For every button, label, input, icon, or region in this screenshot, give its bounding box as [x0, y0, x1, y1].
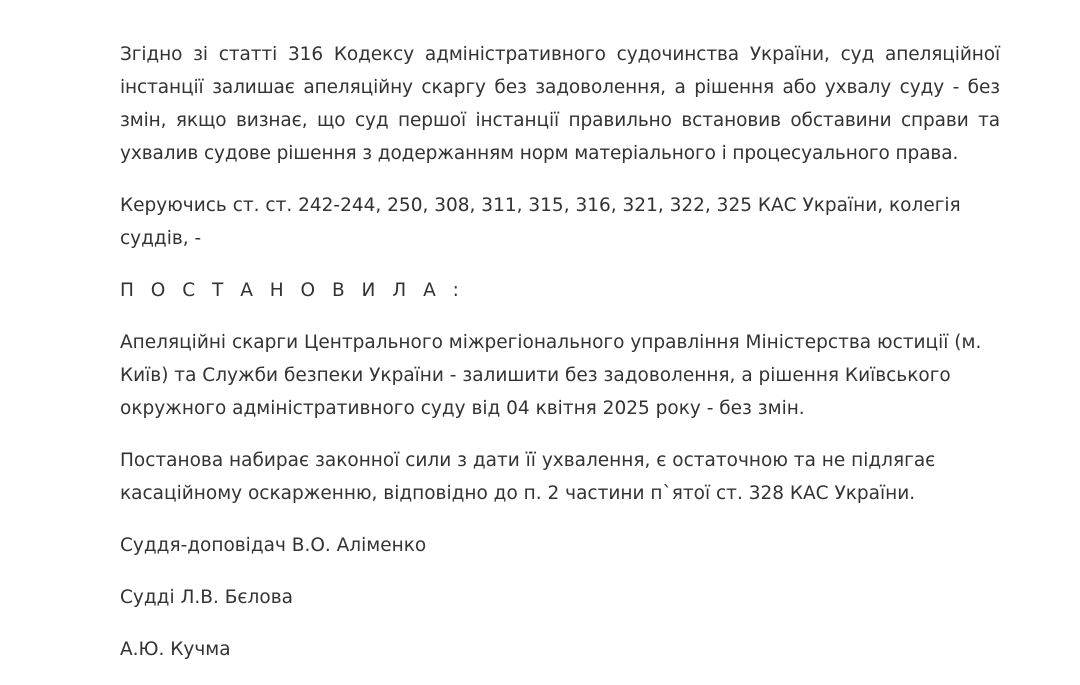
guided-by-paragraph: Керуючись ст. ст. 242-244, 250, 308, 311, 315, 316, 321, 322, 325 КАС України, колегія суддів, - — [120, 195, 961, 249]
reporting-judge-signature: Суддя-доповідач В.О. Аліменко — [120, 535, 427, 556]
decision-paragraph: Апеляційні скарги Центрального міжрегіонального управління Міністерства юстиції (м. Київ) та Служби безпеки України - залишити без задоволення, а рішення Київського окружного адміністративного суду від 04 квітня 2025 року - без змін. — [120, 332, 982, 419]
document-body — [120, 38, 1000, 685]
legal-effect-paragraph: Постанова набирає законної сили з дати її ухвалення, є остаточною та не підлягає касаційному оскарженню, відповідно до п. 2 частини п`ятої ст. 328 КАС України. — [120, 450, 936, 504]
resolution-heading: П О С Т А Н О В И Л А : — [120, 280, 465, 301]
legal-basis-paragraph: Згідно зі статті 316 Кодексу адміністративного судочинства України, суд апеляційної інстанції залишає апеляційну скаргу без задоволення, а рішення або ухвалу суду - без змін, якщо визнає, що суд першої інстанції правильно встановив обставини справи та ухвалив судове рішення з додержанням норм матеріального і процесуального права. — [120, 44, 1000, 164]
judge-signature-2: А.Ю. Кучма — [120, 639, 231, 660]
judge-signature-1: Судді Л.В. Бєлова — [120, 587, 293, 608]
